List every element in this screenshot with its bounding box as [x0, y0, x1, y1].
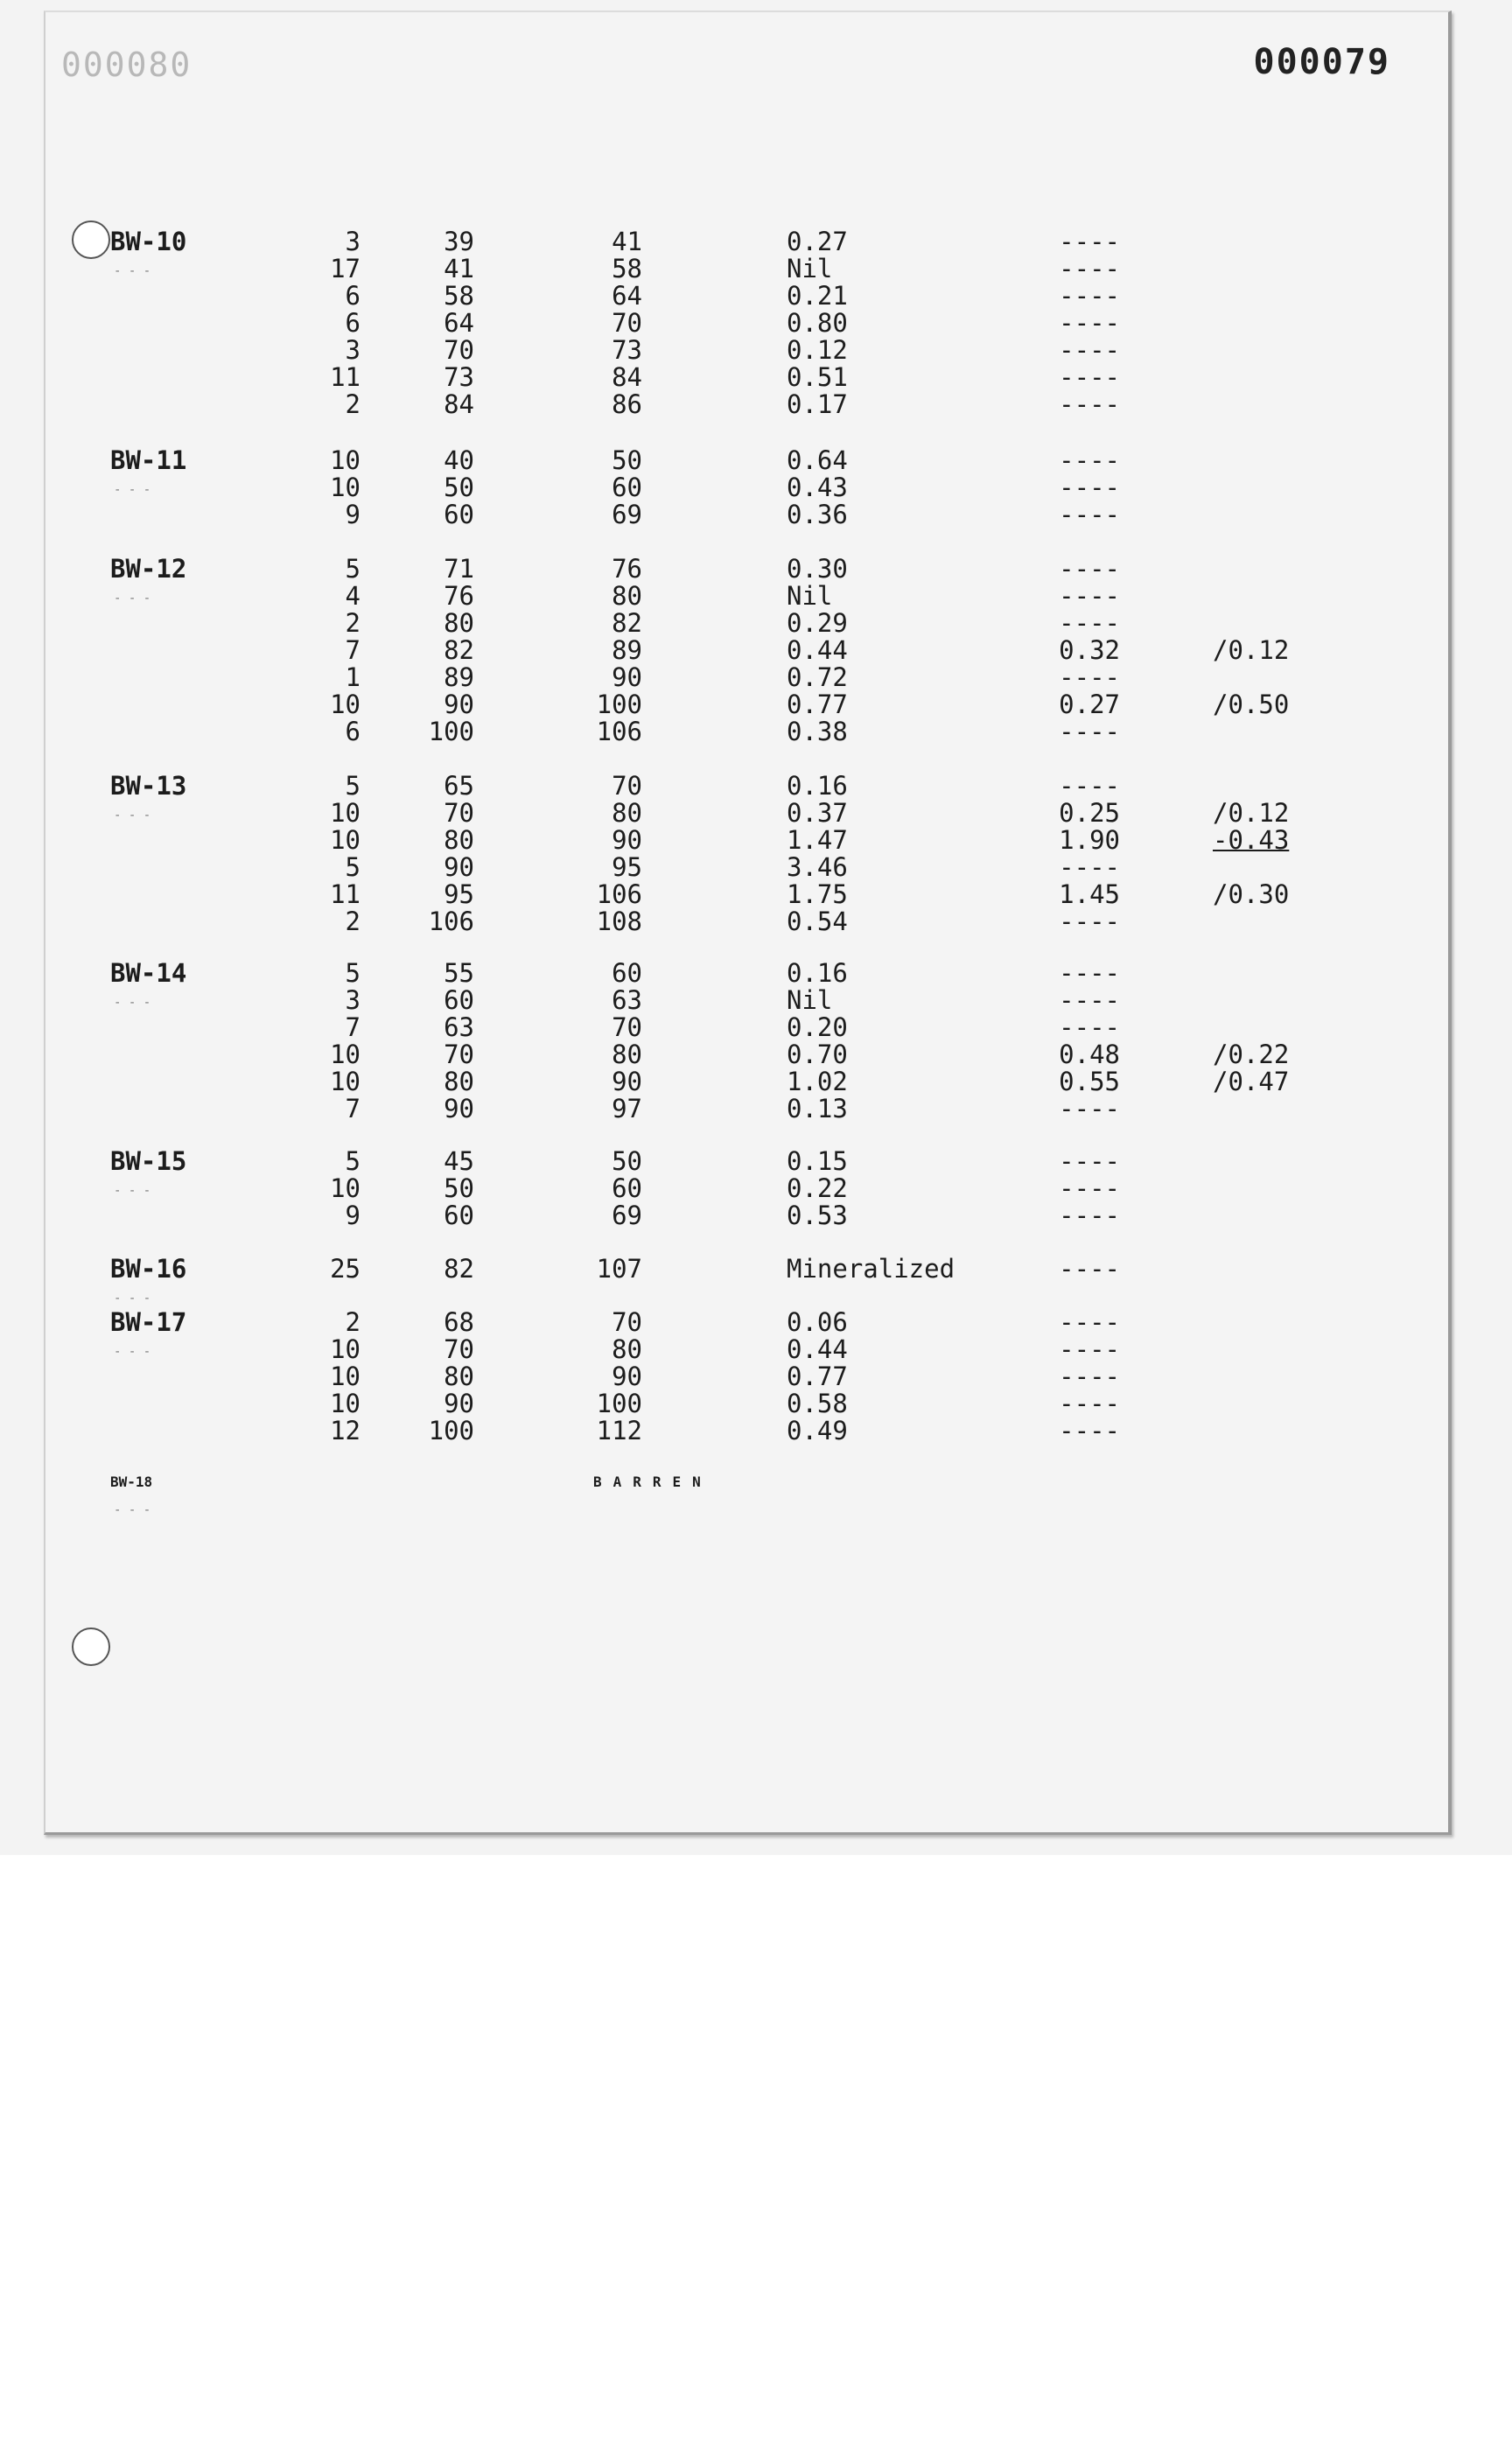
interval-length: 5 [345, 852, 360, 882]
interval-length: 6 [345, 281, 360, 311]
depth-to: 70 [612, 308, 642, 338]
interval-length: 2 [345, 906, 360, 936]
hole-id: BW-18 [110, 1474, 153, 1490]
check-assay: ---- [1059, 852, 1120, 882]
interval-length: 7 [345, 635, 360, 665]
table-row [46, 1390, 1448, 1418]
check-assay: ---- [1059, 1307, 1120, 1337]
page-number: 000079 [1253, 42, 1390, 82]
assay-value: 0.30 [787, 554, 848, 584]
depth-to: 58 [612, 254, 642, 284]
depth-to: 60 [612, 1173, 642, 1203]
check-assay: ---- [1059, 254, 1120, 284]
check-assay: ---- [1059, 362, 1120, 392]
check-assay: ---- [1059, 608, 1120, 638]
interval-length: 5 [345, 958, 360, 988]
table-row [46, 664, 1448, 691]
assay-difference: /0.12 [1213, 798, 1290, 828]
depth-to: 70 [612, 1012, 642, 1042]
interval-length: 5 [345, 554, 360, 584]
hole-tick-mark: - - - [114, 1292, 151, 1306]
interval-length: 2 [345, 389, 360, 419]
hole-id: BW-13 [110, 771, 187, 801]
depth-from: 58 [444, 281, 474, 311]
depth-to: 84 [612, 362, 642, 392]
check-assay: ---- [1059, 1334, 1120, 1364]
depth-from: 82 [444, 635, 474, 665]
table-row [46, 1336, 1448, 1363]
table-row [46, 881, 1448, 908]
depth-from: 55 [444, 958, 474, 988]
depth-to: 73 [612, 335, 642, 365]
check-assay: 0.55 [1059, 1067, 1120, 1096]
table-row [46, 283, 1448, 310]
depth-from: 70 [444, 1334, 474, 1364]
check-assay: ---- [1059, 985, 1120, 1015]
check-assay: ---- [1059, 227, 1120, 256]
interval-length: 6 [345, 717, 360, 746]
hole-group-bw-11 [46, 447, 1448, 528]
assay-value: 0.21 [787, 281, 848, 311]
depth-to: 69 [612, 1200, 642, 1230]
depth-to: 90 [612, 1067, 642, 1096]
assay-value: 0.43 [787, 472, 848, 502]
assay-value: 0.51 [787, 362, 848, 392]
depth-to: 80 [612, 798, 642, 828]
check-assay: ---- [1059, 554, 1120, 584]
table-row [46, 364, 1448, 391]
table-row [46, 1418, 1448, 1445]
depth-to: 97 [612, 1094, 642, 1124]
hole-tick-mark: - - - [114, 808, 151, 822]
check-assay: 0.25 [1059, 798, 1120, 828]
interval-length: 10 [330, 445, 360, 475]
hole-id: BW-12 [110, 554, 187, 584]
assay-value: Nil [787, 254, 833, 284]
depth-to: 90 [612, 662, 642, 692]
depth-from: 68 [444, 1307, 474, 1337]
depth-from: 80 [444, 1362, 474, 1391]
hole-group-bw-13 [46, 773, 1448, 935]
table-row [46, 691, 1448, 718]
hole-id: BW-16 [110, 1254, 187, 1284]
interval-length: 10 [330, 1389, 360, 1418]
interval-length: 12 [330, 1416, 360, 1446]
depth-to: 95 [612, 852, 642, 882]
interval-length: 10 [330, 798, 360, 828]
interval-length: 3 [345, 335, 360, 365]
interval-length: 10 [330, 1067, 360, 1096]
interval-length: 1 [345, 662, 360, 692]
hole-group-bw-15 [46, 1148, 1448, 1229]
interval-length: 9 [345, 1200, 360, 1230]
depth-from: 84 [444, 389, 474, 419]
assay-value: 0.27 [787, 227, 848, 256]
table-row [46, 556, 1448, 583]
bleed-through-page-number: 080000 [60, 46, 191, 84]
punch-hole-bottom-icon [72, 1628, 110, 1666]
interval-length: 10 [330, 1334, 360, 1364]
table-row [46, 337, 1448, 364]
check-assay: ---- [1059, 335, 1120, 365]
assay-value: 0.20 [787, 1012, 848, 1042]
check-assay: ---- [1059, 771, 1120, 801]
depth-to: 50 [612, 1146, 642, 1176]
assay-value: 0.80 [787, 308, 848, 338]
table-row [46, 501, 1448, 528]
depth-to: 86 [612, 389, 642, 419]
depth-from: 90 [444, 1094, 474, 1124]
depth-from: 73 [444, 362, 474, 392]
check-assay: ---- [1059, 1012, 1120, 1042]
table-row [46, 474, 1448, 501]
depth-from: 100 [428, 717, 474, 746]
table-row [46, 391, 1448, 418]
assay-value: 0.77 [787, 690, 848, 719]
check-assay: ---- [1059, 958, 1120, 988]
document-sheet [44, 10, 1452, 1835]
depth-from: 39 [444, 227, 474, 256]
assay-difference: /0.50 [1213, 690, 1290, 719]
table-row [46, 228, 1448, 256]
hole-group-bw-14 [46, 960, 1448, 1123]
table-row [46, 987, 1448, 1014]
hole-group-bw-17 [46, 1309, 1448, 1445]
depth-from: 60 [444, 500, 474, 529]
check-assay: ---- [1059, 906, 1120, 936]
interval-length: 7 [345, 1094, 360, 1124]
interval-length: 4 [345, 581, 360, 611]
depth-from: 60 [444, 1200, 474, 1230]
hole-group-bw-10 [46, 228, 1448, 418]
depth-from: 90 [444, 852, 474, 882]
assay-value: 1.75 [787, 879, 848, 909]
check-assay: ---- [1059, 1146, 1120, 1176]
depth-from: 64 [444, 308, 474, 338]
hole-tick-mark: - - - [114, 1345, 151, 1359]
assay-value: 0.15 [787, 1146, 848, 1176]
assay-value: 1.47 [787, 825, 848, 855]
depth-to: 107 [596, 1254, 642, 1284]
barren-note: BARREN [593, 1474, 712, 1490]
table-row [46, 1175, 1448, 1202]
depth-from: 70 [444, 1040, 474, 1069]
check-assay: ---- [1059, 308, 1120, 338]
check-assay: 0.32 [1059, 635, 1120, 665]
depth-from: 65 [444, 771, 474, 801]
depth-to: 100 [596, 1389, 642, 1418]
table-row [46, 1256, 1448, 1283]
depth-from: 90 [444, 1389, 474, 1418]
interval-length: 10 [330, 1173, 360, 1203]
depth-from: 100 [428, 1416, 474, 1446]
depth-to: 82 [612, 608, 642, 638]
hole-tick-mark: - - - [114, 264, 151, 278]
table-row [46, 960, 1448, 987]
check-assay: ---- [1059, 1200, 1120, 1230]
depth-to: 70 [612, 771, 642, 801]
depth-from: 40 [444, 445, 474, 475]
table-row [46, 1309, 1448, 1336]
check-assay: ---- [1059, 500, 1120, 529]
assay-value: 0.54 [787, 906, 848, 936]
interval-length: 7 [345, 1012, 360, 1042]
assay-value: 0.16 [787, 958, 848, 988]
hole-tick-mark: - - - [114, 1184, 151, 1198]
depth-from: 106 [428, 906, 474, 936]
assay-value: 0.44 [787, 1334, 848, 1364]
depth-to: 41 [612, 227, 642, 256]
depth-to: 80 [612, 1334, 642, 1364]
table-row [46, 1068, 1448, 1096]
table-row [46, 1363, 1448, 1390]
check-assay: ---- [1059, 1389, 1120, 1418]
table-row [46, 1014, 1448, 1041]
depth-from: 50 [444, 472, 474, 502]
check-assay: ---- [1059, 445, 1120, 475]
check-assay: ---- [1059, 389, 1120, 419]
assay-value: 0.58 [787, 1389, 848, 1418]
depth-from: 82 [444, 1254, 474, 1284]
assay-value: 0.64 [787, 445, 848, 475]
depth-to: 63 [612, 985, 642, 1015]
interval-length: 6 [345, 308, 360, 338]
interval-length: 25 [330, 1254, 360, 1284]
table-row [46, 1202, 1448, 1229]
depth-to: 76 [612, 554, 642, 584]
depth-from: 90 [444, 690, 474, 719]
depth-to: 89 [612, 635, 642, 665]
assay-difference: /0.22 [1213, 1040, 1290, 1069]
assay-value: 3.46 [787, 852, 848, 882]
depth-to: 69 [612, 500, 642, 529]
assay-value: 1.02 [787, 1067, 848, 1096]
table-row [46, 256, 1448, 283]
assay-value: 0.06 [787, 1307, 848, 1337]
table-row [46, 1096, 1448, 1123]
assay-difference: /0.30 [1213, 879, 1290, 909]
depth-to: 108 [596, 906, 642, 936]
check-assay: 0.48 [1059, 1040, 1120, 1069]
interval-length: 5 [345, 771, 360, 801]
hole-id: BW-17 [110, 1307, 187, 1337]
assay-value: 0.77 [787, 1362, 848, 1391]
hole-tick-mark: - - - [114, 592, 151, 606]
depth-from: 95 [444, 879, 474, 909]
assay-value: Nil [787, 985, 833, 1015]
depth-to: 106 [596, 717, 642, 746]
depth-from: 50 [444, 1173, 474, 1203]
check-assay: ---- [1059, 1362, 1120, 1391]
check-assay: ---- [1059, 281, 1120, 311]
table-row [46, 718, 1448, 746]
depth-to: 60 [612, 958, 642, 988]
hole-tick-mark: - - - [114, 483, 151, 497]
check-assay: ---- [1059, 472, 1120, 502]
depth-from: 80 [444, 1067, 474, 1096]
table-row [46, 908, 1448, 935]
assay-value: Mineralized [787, 1254, 956, 1284]
assay-value: 0.49 [787, 1416, 848, 1446]
depth-to: 112 [596, 1416, 642, 1446]
depth-from: 41 [444, 254, 474, 284]
check-assay: ---- [1059, 1094, 1120, 1124]
assay-value: 0.36 [787, 500, 848, 529]
assay-value: 0.70 [787, 1040, 848, 1069]
depth-from: 80 [444, 608, 474, 638]
depth-to: 80 [612, 1040, 642, 1069]
table-row [46, 310, 1448, 337]
depth-to: 70 [612, 1307, 642, 1337]
interval-length: 17 [330, 254, 360, 284]
interval-length: 10 [330, 825, 360, 855]
depth-from: 89 [444, 662, 474, 692]
hole-group-bw-16 [46, 1254, 1448, 1306]
hole-id: BW-10 [110, 227, 187, 256]
check-assay: ---- [1059, 581, 1120, 611]
depth-from: 60 [444, 985, 474, 1015]
table-row [46, 827, 1448, 854]
assay-value: 0.22 [787, 1173, 848, 1203]
assay-value: 0.13 [787, 1094, 848, 1124]
depth-to: 106 [596, 879, 642, 909]
interval-length: 3 [345, 985, 360, 1015]
hole-id: BW-14 [110, 958, 187, 988]
check-assay: ---- [1059, 1173, 1120, 1203]
table-row [46, 1148, 1448, 1175]
depth-from: 76 [444, 581, 474, 611]
hole-id: BW-15 [110, 1146, 187, 1176]
depth-to: 60 [612, 472, 642, 502]
interval-length: 10 [330, 690, 360, 719]
assay-value: Nil [787, 581, 833, 611]
assay-value: 0.12 [787, 335, 848, 365]
depth-from: 70 [444, 798, 474, 828]
depth-to: 80 [612, 581, 642, 611]
assay-value: 0.72 [787, 662, 848, 692]
depth-to: 64 [612, 281, 642, 311]
table-row [46, 610, 1448, 637]
depth-to: 90 [612, 1362, 642, 1391]
depth-from: 71 [444, 554, 474, 584]
table-row [46, 1041, 1448, 1068]
assay-value: 0.17 [787, 389, 848, 419]
interval-length: 10 [330, 472, 360, 502]
table-row [46, 773, 1448, 800]
assay-value: 0.44 [787, 635, 848, 665]
assay-value: 0.29 [787, 608, 848, 638]
depth-to: 100 [596, 690, 642, 719]
hole-tick-mark: - - - [114, 996, 151, 1010]
depth-to: 50 [612, 445, 642, 475]
table-row [46, 800, 1448, 827]
check-assay: 0.27 [1059, 690, 1120, 719]
interval-length: 11 [330, 879, 360, 909]
check-assay: ---- [1059, 662, 1120, 692]
assay-difference: /0.47 [1213, 1067, 1290, 1096]
interval-length: 11 [330, 362, 360, 392]
table-row [46, 447, 1448, 474]
interval-length: 5 [345, 1146, 360, 1176]
table-row [46, 583, 1448, 610]
interval-length: 3 [345, 227, 360, 256]
check-assay: ---- [1059, 1254, 1120, 1284]
depth-to: 90 [612, 825, 642, 855]
interval-length: 9 [345, 500, 360, 529]
assay-value: 0.53 [787, 1200, 848, 1230]
depth-from: 45 [444, 1146, 474, 1176]
table-row [46, 637, 1448, 664]
hole-tick-mark: - - - [114, 1503, 151, 1517]
depth-from: 80 [444, 825, 474, 855]
interval-length: 2 [345, 1307, 360, 1337]
interval-length: 10 [330, 1362, 360, 1391]
check-assay: ---- [1059, 1416, 1120, 1446]
assay-difference: -0.43 [1213, 825, 1290, 855]
hole-group-bw-12 [46, 556, 1448, 746]
assay-value: 0.37 [787, 798, 848, 828]
check-assay: ---- [1059, 717, 1120, 746]
hole-id: BW-11 [110, 445, 187, 475]
assay-value: 0.38 [787, 717, 848, 746]
check-assay: 1.45 [1059, 879, 1120, 909]
table-row [46, 854, 1448, 881]
depth-from: 63 [444, 1012, 474, 1042]
check-assay: 1.90 [1059, 825, 1120, 855]
assay-value: 0.16 [787, 771, 848, 801]
interval-length: 10 [330, 1040, 360, 1069]
interval-length: 2 [345, 608, 360, 638]
depth-from: 70 [444, 335, 474, 365]
assay-difference: /0.12 [1213, 635, 1290, 665]
